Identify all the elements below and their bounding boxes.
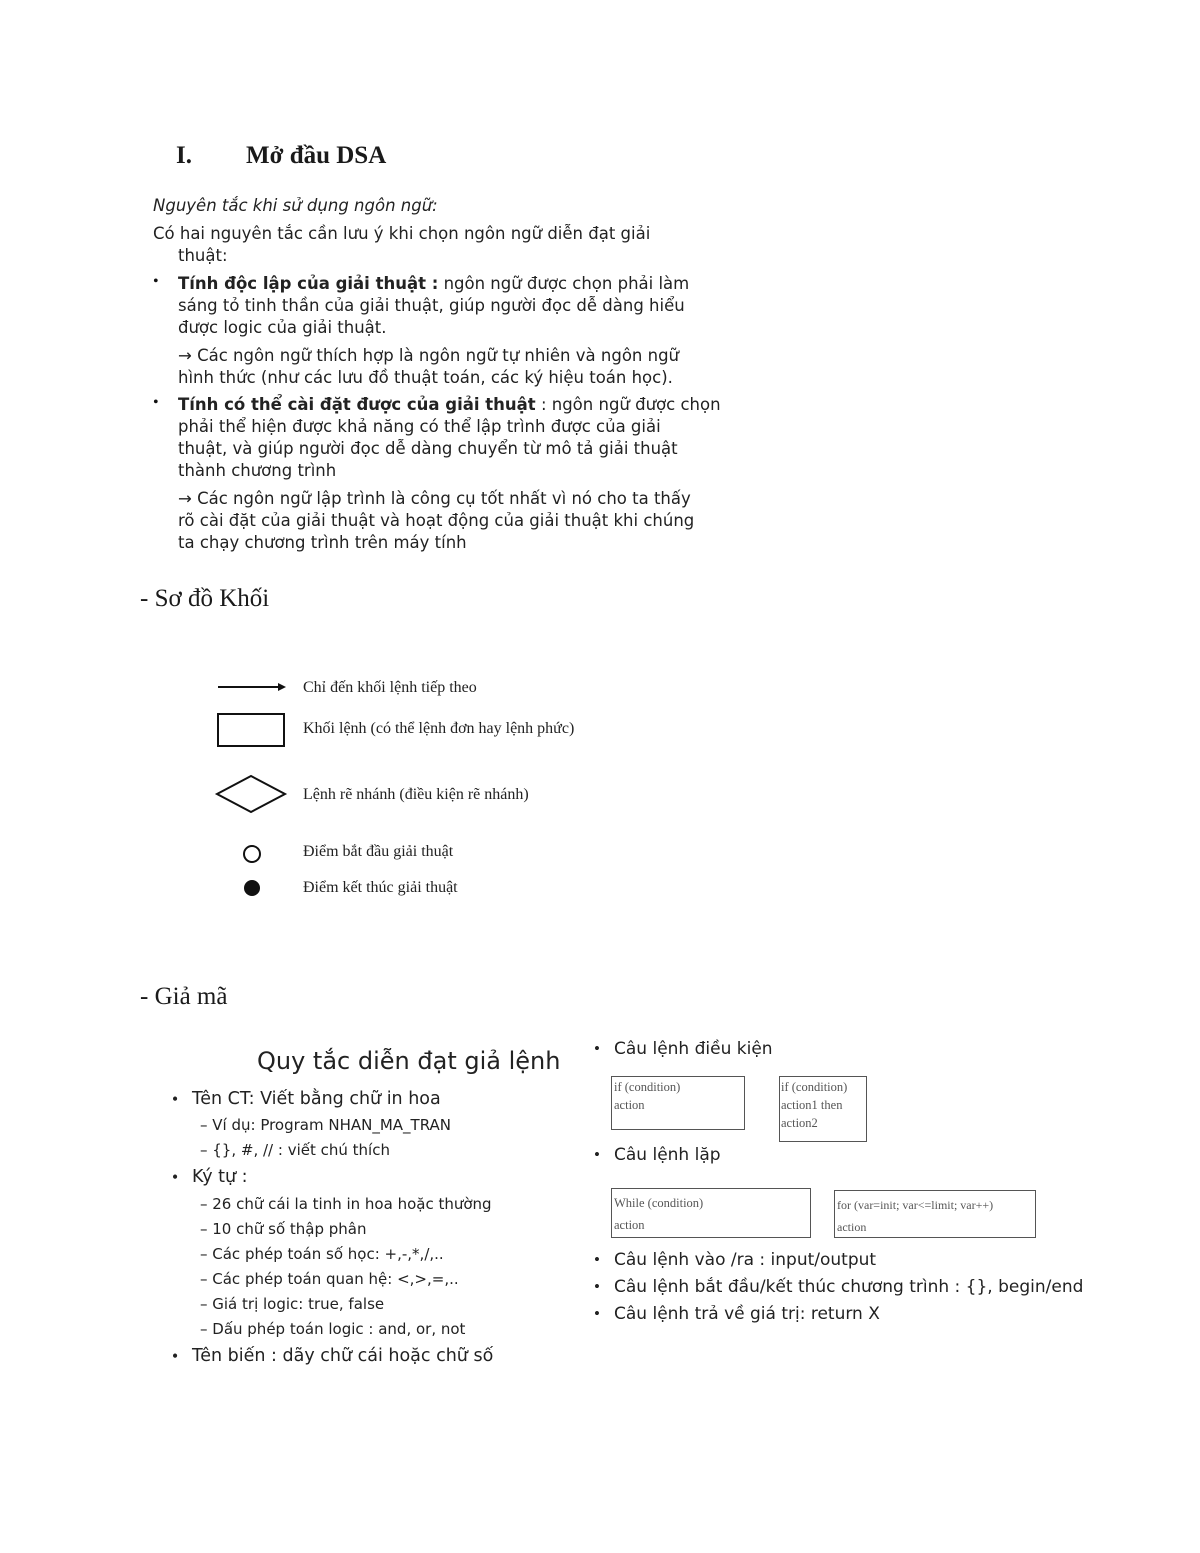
rule-subitem: – {}, #, // : viết chú thích (200, 1141, 390, 1159)
loop-label: Câu lệnh lặp (614, 1145, 721, 1165)
flowchart-section-title: - Sơ đồ Khối (140, 585, 270, 612)
principles-intro: Nguyên tắc khi sử dụng ngôn ngữ: (153, 196, 438, 215)
if-code-box-1 (611, 1076, 745, 1130)
io-label: Câu lệnh vào /ra : input/output (614, 1250, 877, 1270)
bullet-marker: • (594, 1145, 600, 1164)
bullet-2-note-line1: → Các ngôn ngữ lập trình là công cụ tốt nhất vì nó cho ta thấy (178, 489, 691, 508)
begin-end-label: Câu lệnh bắt đầu/kết thúc chương trình : {}, begin/end (614, 1277, 1084, 1297)
code-line: While (condition) (614, 1196, 704, 1210)
arrow-icon (218, 683, 286, 691)
bullet-2-note-line2: rõ cài đặt của giải thuật và hoạt động của giải thuật khi chúng (178, 511, 695, 530)
code-line: action (837, 1220, 867, 1234)
bullet-2-line1 (178, 394, 721, 416)
legend-label-open-circle: Điểm bắt đầu giải thuật (303, 843, 454, 860)
bullet-marker: • (153, 273, 159, 290)
code-line: if (condition) (781, 1080, 848, 1094)
code-line: action (614, 1098, 645, 1112)
bullet-1-line1 (178, 273, 689, 295)
heading-number: I. (176, 142, 192, 169)
legend-label-filled-circle: Điểm kết thúc giải thuật (303, 879, 458, 896)
for-code-box (834, 1190, 1036, 1238)
code-line: action (614, 1218, 645, 1232)
bullet-marker: • (594, 1304, 600, 1323)
bullet-1-note-line1: → Các ngôn ngữ thích hợp là ngôn ngữ tự nhiên và ngôn ngữ (178, 346, 680, 365)
bullet-marker: • (594, 1250, 600, 1269)
bullet-1-line2: sáng tỏ tinh thần của giải thuật, giúp người đọc dễ dàng hiểu (178, 296, 685, 315)
bullet-marker: • (594, 1277, 600, 1296)
code-line: action2 (781, 1116, 818, 1130)
legend-label-diamond: Lệnh rẽ nhánh (điều kiện rẽ nhánh) (303, 786, 529, 803)
bullet-2-line4: thành chương trình (178, 461, 337, 480)
bullet-marker: • (594, 1039, 600, 1058)
bullet-marker: • (172, 1167, 179, 1187)
bullet-2-note-line3: ta chạy chương trình trên máy tính (178, 533, 467, 552)
code-line: for (var=init; var<=limit; var++) (837, 1198, 994, 1212)
bullet-1-line3: được logic của giải thuật. (178, 318, 387, 337)
rule-item: Ký tự : (192, 1167, 248, 1187)
rule-item: Tên biến : dãy chữ cái hoặc chữ số (192, 1346, 494, 1366)
while-code-box (611, 1188, 811, 1238)
bullet-2-line3: thuật, và giúp người đọc dễ dàng chuyển từ mô tả giải thuật (178, 439, 678, 458)
bullet-1-rest: ngôn ngữ được chọn phải làm (438, 274, 690, 293)
pseudocode-section-title: - Giả mã (140, 983, 228, 1010)
code-line: if (condition) (614, 1080, 681, 1094)
bullet-2-rest: : ngôn ngữ được chọn (535, 395, 721, 414)
rule-subitem: – Dấu phép toán logic : and, or, not (200, 1320, 466, 1338)
bullet-marker: • (172, 1346, 179, 1366)
bullet-marker: • (172, 1089, 179, 1109)
filled-circle-icon (244, 880, 260, 896)
conditional-label: Câu lệnh điều kiện (614, 1039, 773, 1059)
open-circle-icon (244, 846, 260, 862)
bullet-1-note-line2: hình thức (như các lưu đồ thuật toán, các ký hiệu toán học). (178, 368, 673, 387)
return-label: Câu lệnh trả về giá trị: return X (614, 1304, 880, 1324)
rule-subitem: – Các phép toán quan hệ: <,>,=,.. (200, 1270, 459, 1288)
rules-title: Quy tắc diễn đạt giả lệnh (257, 1047, 561, 1075)
rule-item: Tên CT: Viết bằng chữ in hoa (192, 1089, 441, 1109)
rule-subitem: – 10 chữ số thập phân (200, 1220, 367, 1238)
legend-symbols (212, 672, 292, 902)
rule-subitem: – Giá trị logic: true, false (200, 1295, 385, 1313)
legend-label-rectangle: Khối lệnh (có thể lệnh đơn hay lệnh phức) (303, 720, 575, 737)
principles-lead-line1: Có hai nguyên tắc cần lưu ý khi chọn ngôn ngữ diễn đạt giải (153, 224, 651, 243)
bullet-marker: • (153, 394, 159, 411)
if-code-box-2 (779, 1076, 867, 1142)
legend-label-arrow: Chỉ đến khối lệnh tiếp theo (303, 679, 477, 696)
heading-title: Mở đầu DSA (246, 142, 387, 169)
rule-subitem: – Ví dụ: Program NHAN_MA_TRAN (200, 1116, 452, 1134)
bullet-2-line2: phải thể hiện được khả năng có thể lập trình được của giải (178, 417, 661, 436)
code-line: action1 then (781, 1098, 843, 1112)
rectangle-icon (218, 714, 284, 746)
diamond-icon (217, 776, 285, 812)
rule-subitem: – Các phép toán số học: +,-,*,/,.. (200, 1245, 444, 1263)
bullet-2-bold: Tính có thể cài đặt được của giải thuật (178, 395, 536, 414)
rule-subitem: – 26 chữ cái la tinh in hoa hoặc thường (200, 1195, 492, 1213)
principles-lead-line2: thuật: (178, 246, 228, 265)
bullet-1-bold: Tính độc lập của giải thuật : (178, 274, 439, 293)
